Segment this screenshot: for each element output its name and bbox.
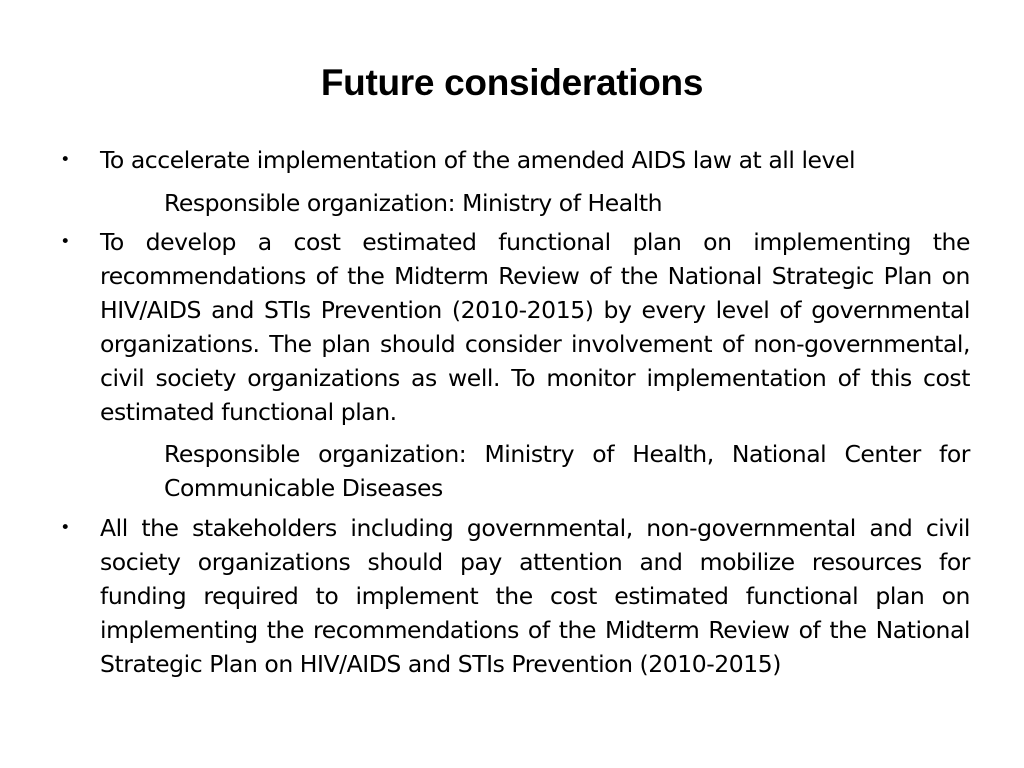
bullet-item — [0, 225, 970, 429]
bullet-dot-icon: • — [60, 232, 70, 252]
slide-content — [0, 143, 1024, 681]
responsible-organization: Responsible organization: Ministry of Health — [164, 189, 663, 217]
bullet-dot-icon: • — [60, 150, 70, 170]
bullet-item — [0, 511, 970, 681]
bullet-text: All the stakeholders including governmental, non-governmental and civil society organizations should pay attention and mobilize resources for funding required to implement the cost estimated functional plan on implementing the recommendations of the Midterm Review of the National Strategic Plan on HIV/AIDS and STIs Prevention (2010-2015) — [100, 514, 970, 678]
bullet-text: To accelerate implementation of the amended AIDS law at all level — [100, 146, 856, 174]
bullet-dot-icon: • — [60, 518, 70, 538]
bullet-item — [0, 143, 970, 177]
responsible-organization: Responsible organization: Ministry of Health, National Center for Communicable Diseases — [164, 440, 970, 502]
bullet-text: To develop a cost estimated functional plan on implementing the recommendations of the Midterm Review of the National Strategic Plan on HIV/AIDS and STIs Prevention (2010-2015) by every level of governmental organizations. The plan should consider involvement of non-governmental, civil society organizations as well. To monitor implementation of this cost estimated functional plan. — [100, 228, 970, 426]
slide-title: Future considerations — [320, 62, 704, 103]
